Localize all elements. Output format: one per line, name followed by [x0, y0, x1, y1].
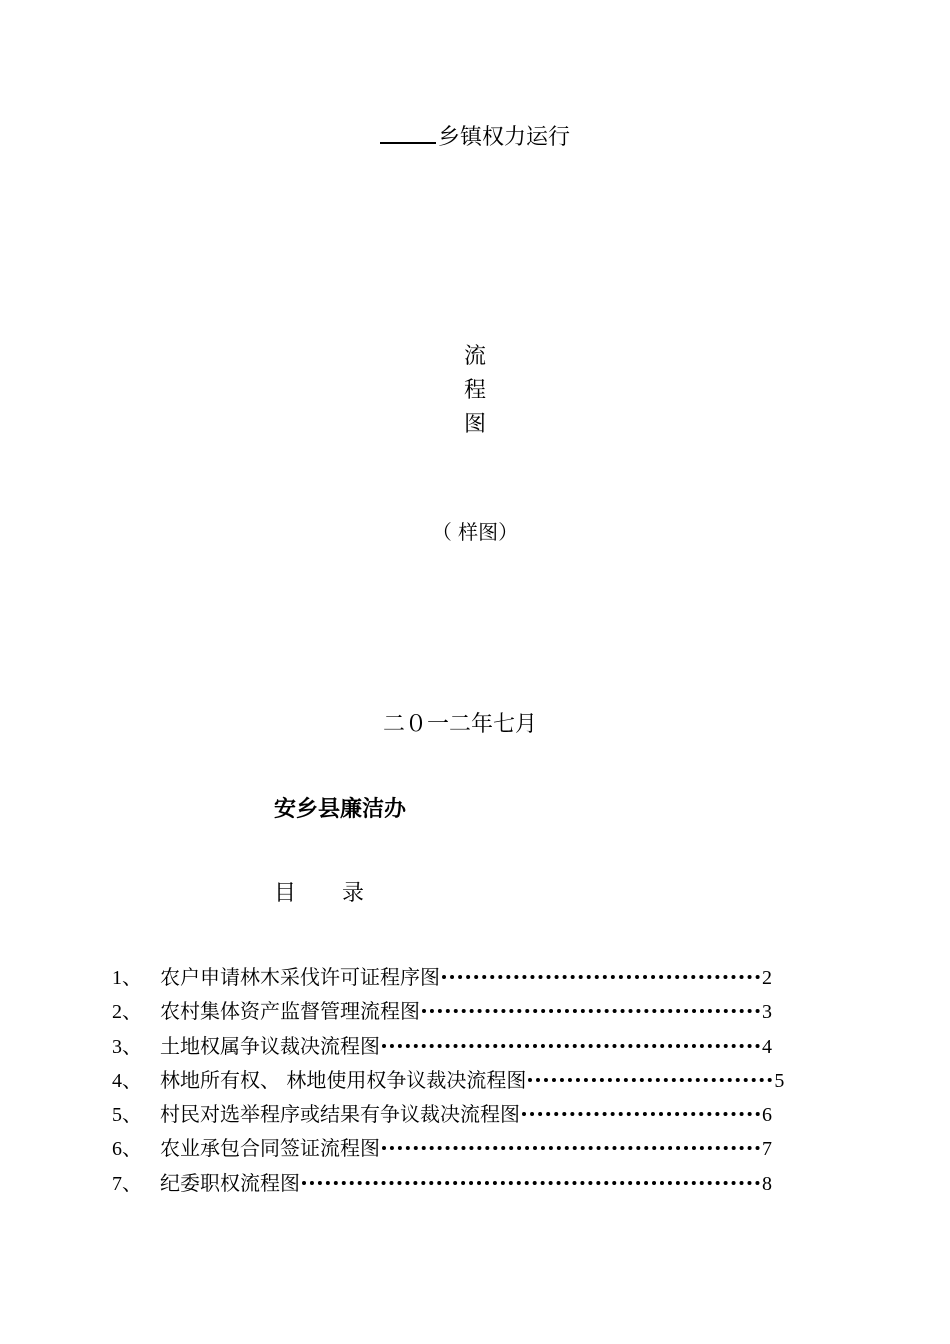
toc-item-number: 3、: [112, 1035, 142, 1058]
toc-item[interactable]: [112, 1097, 792, 1131]
toc-heading: [274, 877, 364, 911]
cover-title-text: 乡镇权力运行: [437, 125, 570, 150]
toc-item[interactable]: [112, 1166, 792, 1200]
cover-date: 二０一二年七月: [382, 712, 537, 737]
toc-item[interactable]: [112, 1029, 792, 1063]
toc-leader-dots: [522, 1112, 760, 1116]
toc-heading-left: 目: [274, 881, 297, 906]
toc-item[interactable]: [112, 1131, 792, 1165]
toc-item-page: 5: [774, 1069, 785, 1092]
toc-item-page: 7: [762, 1138, 772, 1161]
fill-in-blank: [380, 120, 436, 144]
vertical-title-char: 流: [463, 344, 486, 369]
toc-item-label: 农村集体资产监督管理流程图: [160, 999, 420, 1024]
toc-leader-dots: [528, 1078, 772, 1082]
issuing-office: 安乡县廉洁办: [274, 797, 407, 822]
toc-item-label: 农业承包合同签证流程图: [160, 1136, 380, 1161]
toc-item-label: 农户申请林木采伐许可证程序图: [160, 965, 440, 989]
toc-leader-dots: [302, 1181, 760, 1185]
table-of-contents: [112, 960, 792, 1200]
toc-item-label: 村民对选举程序或结果有争议裁决流程图: [160, 1102, 520, 1127]
toc-item-label: 土地权属争议裁决流程图: [160, 1033, 380, 1058]
toc-item-number: 6、: [112, 1138, 142, 1161]
toc-item[interactable]: [112, 994, 792, 1028]
vertical-title-char: 图: [463, 412, 486, 437]
toc-item-label: 纪委职权流程图: [160, 1170, 300, 1195]
toc-item-number: 5、: [112, 1104, 142, 1127]
toc-item[interactable]: [112, 960, 792, 994]
toc-item-page: 3: [762, 1001, 772, 1024]
toc-item-page: 8: [762, 1172, 772, 1195]
toc-item-number: 4、: [112, 1069, 142, 1092]
toc-item-number: 7、: [112, 1172, 142, 1195]
toc-item-label: 林地所有权、 林地使用权争议裁决流程图: [160, 1067, 527, 1092]
toc-item[interactable]: [112, 1063, 792, 1097]
toc-item-page: 4: [762, 1035, 772, 1058]
toc-heading-right: 录: [342, 881, 365, 906]
sample-label: （ 样图）: [431, 520, 519, 544]
toc-leader-dots: [382, 1044, 760, 1048]
toc-item-number: 2、: [112, 1001, 142, 1024]
cover-title: [0, 120, 950, 154]
toc-item-page: 6: [762, 1104, 772, 1127]
vertical-title-char: 程: [463, 378, 486, 403]
toc-item-page: 2: [762, 967, 772, 989]
toc-leader-dots: [442, 975, 760, 979]
vertical-title: [0, 340, 950, 442]
toc-item-number: 1、: [112, 967, 142, 989]
toc-leader-dots: [422, 1009, 760, 1013]
toc-leader-dots: [382, 1146, 760, 1150]
